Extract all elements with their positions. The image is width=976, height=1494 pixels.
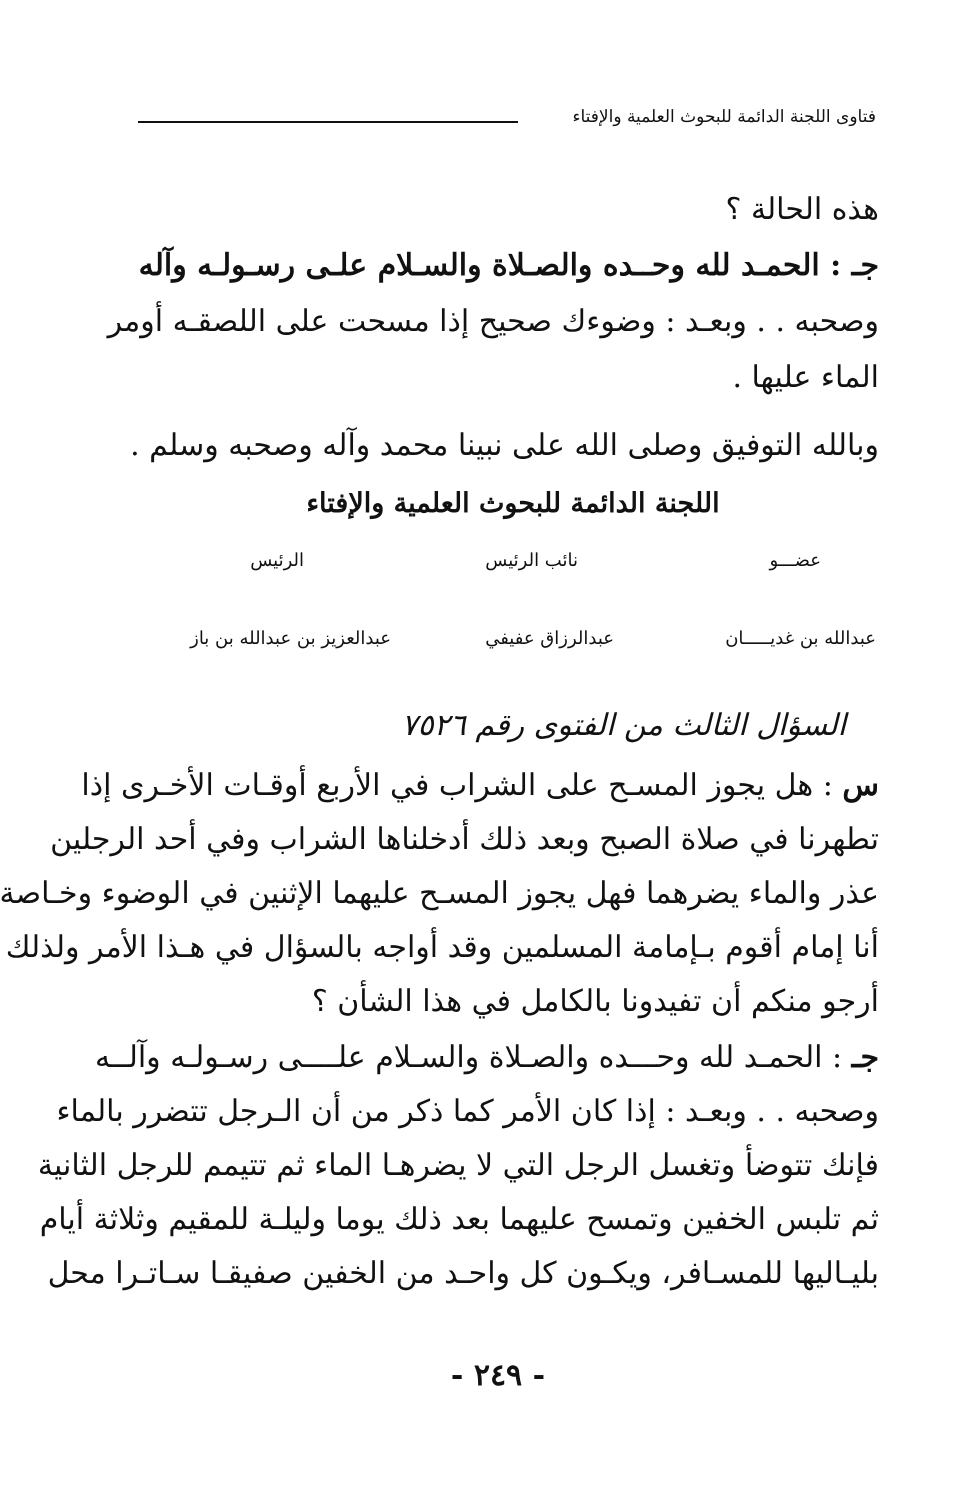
answer-line: فإنك تتوضأ وتغسل الرجل التي لا يضرهـا الماء ثم تتيمم للرجل الثانية xyxy=(37,1148,879,1183)
header-rule xyxy=(138,121,518,123)
section-heading: السؤال الثالث من الفتوى رقم ٧٥٢٦ xyxy=(401,708,846,743)
question-line: تطهرنا في صلاة الصبح وبعد ذلك أدخلناها الشراب وفي أحد الرجلين xyxy=(50,822,879,857)
question-text: : هل يجوز المسـح على الشراب في الأربع أوقـات الأخـرى إذا xyxy=(81,768,833,803)
name-chair: عبدالعزيز بن عبدالله بن باز xyxy=(190,628,391,649)
page-number: - ٢٤٩ - xyxy=(450,1358,546,1393)
role-member: عضـــو xyxy=(769,550,821,571)
answer-line xyxy=(95,1036,879,1080)
role-deputy: نائب الرئيس xyxy=(485,550,578,571)
question-line: عذر والماء يضرهما فهل يجوز المسـح عليهما الإثنين في الوضوء وخـاصة xyxy=(0,876,879,911)
question-line: أنا إمام أقوم بـإمامة المسلمين وقد أواجه بالسؤال في هـذا الأمر ولذلك xyxy=(5,930,879,965)
role-chair: الرئيس xyxy=(250,550,304,571)
name-deputy: عبدالرزاق عفيفي xyxy=(485,628,614,649)
question-line xyxy=(81,764,879,808)
answer-line: ثم تلبس الخفين وتمسح عليهما بعد ذلك يوما وليلـة للمقيم وثلاثة أيام xyxy=(39,1202,879,1237)
text-line: وصحبه . . وبعـد : وضوءك صحيح إذا مسحت على اللصقـه أومر xyxy=(107,304,879,339)
question-line: أرجو منكم أن تفيدونا بالكامل في هذا الشأن ؟ xyxy=(311,984,879,1019)
text-line: هذه الحالة ؟ xyxy=(725,192,879,227)
closing-formula: وبالله التوفيق وصلى الله على نبينا محمد وآله وصحبه وسلم . xyxy=(130,428,879,463)
name-member: عبدالله بن غديـــــان xyxy=(725,628,876,649)
committee-title: اللجنة الدائمة للبحوث العلمية والإفتاء xyxy=(306,488,720,519)
text-line: الماء عليها . xyxy=(732,360,879,395)
answer-line: وصحبه . . وبعـد : إذا كان الأمر كما ذكر من أن الـرجل تتضرر بالماء xyxy=(56,1094,879,1129)
running-header: فتاوى اللجنة الدائمة للبحوث العلمية والإفتاء xyxy=(572,107,876,127)
answer-marker: جـ xyxy=(851,1040,879,1075)
text-line xyxy=(138,244,879,288)
answer-marker: جـ : الحمـد لله وحــده والصـلاة والسـلام علـى رسـولـه وآله xyxy=(138,248,879,283)
question-marker: س xyxy=(842,768,879,803)
answer-text: : الحمـد لله وحـــده والصـلاة والسـلام علــــى رسـولـه وآلــه xyxy=(95,1040,843,1075)
answer-line: بليـاليها للمسـافر، ويكـون كل واحـد من الخفين صفيقـا سـاتـرا محل xyxy=(47,1256,879,1291)
